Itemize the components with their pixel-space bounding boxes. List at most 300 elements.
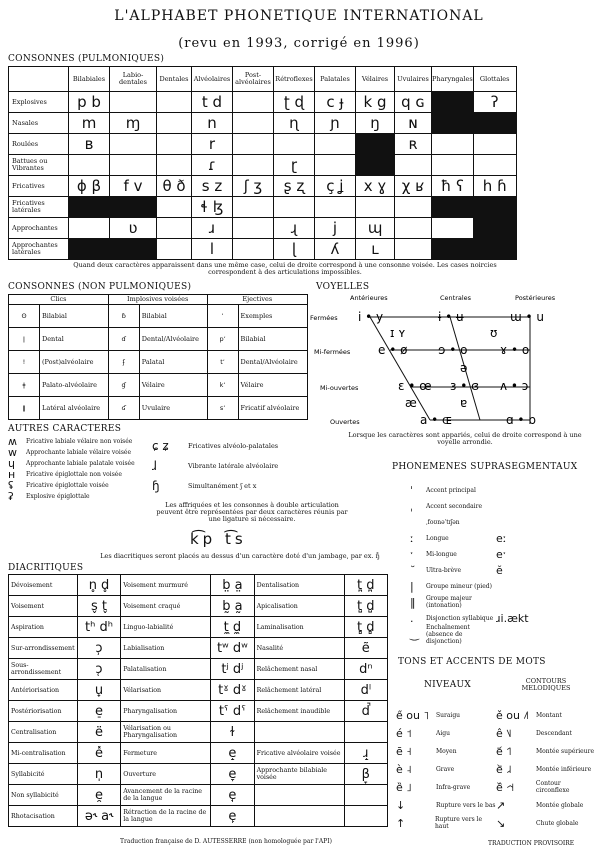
tones-levels-heading: NIVEAUX xyxy=(424,680,472,690)
impossible-cell xyxy=(110,239,157,260)
tone-level-label: Grave xyxy=(436,765,455,773)
tone-level-symbol: ↑ xyxy=(396,816,406,830)
tone-contour-label: Chute globale xyxy=(536,819,579,827)
diacritic-label: Voisement murmuré xyxy=(121,575,211,596)
supra-desc: ˌfoʊnəˈtɪʃən xyxy=(426,518,460,526)
tone-contour-label: Montant xyxy=(536,711,562,719)
tone-contour-symbol: ê ˥˩ xyxy=(496,726,512,740)
tone-level-label: Moyen xyxy=(436,747,457,755)
column-header: Rétroflexes xyxy=(274,67,315,92)
affricates-note: Les affriquées et les consonnes à double articulation peuvent être représentées par deux caractères réunis par une ligature si nécessaire. xyxy=(156,501,348,523)
tone-level-label: Aigu xyxy=(436,729,450,737)
consonant-cell xyxy=(274,197,315,218)
other-right-symbol: ɕ ʑ xyxy=(152,439,169,453)
consonant-cell: ɬ ɮ xyxy=(192,197,233,218)
diacritic-label: Rhotacisation xyxy=(9,806,78,827)
np-cell: Exemples xyxy=(238,305,307,328)
diacritic-example: ẽ xyxy=(344,638,387,659)
diacritic-example: e̽ xyxy=(77,743,120,764)
consonant-cell: ʙ xyxy=(69,134,110,155)
vowel-symbol: ɤ • o xyxy=(500,343,530,357)
tone-level-label: Suraigu xyxy=(436,711,461,719)
np-cell: Dental/Alvéolaire xyxy=(139,328,207,351)
other-desc: Approchante labiale vélaire voisée xyxy=(26,449,132,456)
diacritic-example: u̟ xyxy=(77,680,120,701)
impossible-cell xyxy=(473,113,516,134)
tone-contour-symbol: ↘ xyxy=(496,816,506,830)
np-cell: ʼ xyxy=(207,305,238,328)
consonant-cell xyxy=(395,155,432,176)
supra-desc: Groupe majeur (intonation) xyxy=(426,595,472,609)
consonant-cell xyxy=(157,134,192,155)
supra-desc: Accent principal xyxy=(426,486,476,494)
consonant-cell: χ ʁ xyxy=(395,176,432,197)
other-desc: Approchante labiale palatale voisée xyxy=(26,460,135,467)
other-item xyxy=(8,436,143,447)
np-cell: ɓ xyxy=(108,305,139,328)
consonant-cell: ɻ xyxy=(274,218,315,239)
tone-contour-label: Montée supérieure xyxy=(536,747,594,755)
diacritic-label: Dévoisement xyxy=(9,575,78,596)
tone-level-symbol: ȅ ˩ xyxy=(396,780,412,794)
diacritic-example: tʲ dʲ xyxy=(211,659,254,680)
np-cell: ɠ xyxy=(108,374,139,397)
diacritic-example: b̰ a̰ xyxy=(211,596,254,617)
diacritics-heading: DIACRITIQUES xyxy=(8,563,84,573)
supra-example: eː xyxy=(496,531,507,545)
consonant-cell: ɲ xyxy=(315,113,356,134)
diacritic-label: Fricative alvéolaire voisée xyxy=(254,743,344,764)
impossible-cell xyxy=(110,197,157,218)
tone-contour xyxy=(496,814,596,832)
impossible-cell xyxy=(432,113,474,134)
diacritic-example xyxy=(344,806,387,827)
consonant-cell: f v xyxy=(110,176,157,197)
np-cell: ɗ xyxy=(108,328,139,351)
diacritic-example: ɔ̹ xyxy=(77,638,120,659)
np-cell: Fricatif alvéolaire xyxy=(238,397,307,420)
np-cell: Vélaire xyxy=(238,374,307,397)
supra-desc: Accent secondaire xyxy=(426,502,483,510)
vowel-symbol: ɯ • u xyxy=(510,310,545,324)
footer-provisional: TRADUCTION PROVISOIRE xyxy=(488,840,575,847)
supra-example: ĕ xyxy=(496,563,503,577)
tone-level-symbol: ē ˧ xyxy=(396,744,412,758)
np-cell: ʄ xyxy=(108,351,139,374)
tone-contour-label: Montée inférieure xyxy=(536,765,592,773)
diacritic-label xyxy=(254,722,344,743)
other-right-item xyxy=(152,456,332,476)
np-cell: ǂ xyxy=(9,374,40,397)
diacritic-example: t̺ d̺ xyxy=(344,596,387,617)
impossible-cell xyxy=(69,239,110,260)
tone-contour-label: Contour circonflexe xyxy=(535,780,570,794)
diacritic-label: Relâchement inaudible xyxy=(254,701,344,722)
others-heading: AUTRES CARACTERES xyxy=(8,424,122,434)
ligature-examples: k͡p t͡s xyxy=(190,530,247,548)
supra-example: eˑ xyxy=(496,547,507,561)
diacritic-label: Avancement de la racine de la langue xyxy=(121,785,211,806)
np-header: Ejectives xyxy=(207,295,307,305)
other-item xyxy=(8,458,143,469)
consonant-cell xyxy=(473,134,516,155)
other-right-symbol: ɺ xyxy=(152,459,157,473)
tone-contours-list xyxy=(496,706,596,832)
diacritic-example: e̘ xyxy=(211,785,254,806)
nonpulmonic-table xyxy=(8,294,308,420)
consonant-cell xyxy=(69,155,110,176)
diacritic-example: ë xyxy=(77,722,120,743)
diacritic-label: Rétraction de la racine de la langue xyxy=(121,806,211,827)
consonant-cell: p b xyxy=(69,92,110,113)
vowel-symbol: i • y xyxy=(358,310,384,324)
impossible-cell xyxy=(356,134,395,155)
supra-example: ɹi.ækt xyxy=(496,611,529,625)
np-cell: Dental/Alvéolaire xyxy=(238,351,307,374)
tone-level xyxy=(396,778,496,796)
vowel-symbol: ɨ • ʉ xyxy=(438,310,464,324)
consonant-cell xyxy=(395,218,432,239)
diacritic-example: tˠ dˠ xyxy=(211,680,254,701)
diacritic-example: β̞ xyxy=(344,764,387,785)
consonant-cell xyxy=(233,197,274,218)
np-cell: ʛ xyxy=(108,397,139,420)
supra-symbol: ˘ xyxy=(410,563,416,577)
tone-level xyxy=(396,706,496,724)
supra-item xyxy=(410,594,590,610)
vowels-heading: VOYELLES xyxy=(316,282,370,292)
consonant-cell: ɴ xyxy=(395,113,432,134)
diacritic-example xyxy=(344,722,387,743)
other-item xyxy=(8,491,143,502)
impossible-cell xyxy=(432,92,474,113)
tones-contours-heading: CONTOURS MELODIQUES xyxy=(521,677,571,692)
other-desc: Fricative labiale vélaire non voisée xyxy=(26,438,133,445)
supra-symbol: ‖ xyxy=(410,595,416,609)
supra-symbol: ˑ xyxy=(410,547,414,561)
vowel-row-label: Mi-ouvertes xyxy=(320,384,359,392)
diacritic-example: t̼ d̼ xyxy=(211,617,254,638)
diacritic-example: ə˞ a˞ xyxy=(77,806,120,827)
vowel-symbol: ə xyxy=(460,361,468,375)
tone-contour xyxy=(496,724,596,742)
tone-contour xyxy=(496,742,596,760)
column-header: Labio-dentales xyxy=(110,67,157,92)
row-header: Fricatives xyxy=(9,176,69,197)
diacritic-example: n̥ d̥ xyxy=(77,575,120,596)
supra-list xyxy=(410,482,590,645)
tones-heading: TONS ET ACCENTS DE MOTS xyxy=(398,657,546,667)
consonant-cell xyxy=(315,134,356,155)
impossible-cell xyxy=(473,197,516,218)
column-header: Post-alvéolaires xyxy=(233,67,274,92)
consonant-cell xyxy=(233,113,274,134)
consonant-cell xyxy=(473,155,516,176)
other-symbol: ʜ xyxy=(8,468,16,481)
diacritic-example: n̩ xyxy=(77,764,120,785)
np-cell: Latéral alvéolaire xyxy=(40,397,109,420)
diacritic-example: e̠ xyxy=(77,701,120,722)
other-right-desc: Vibrante latérale alvéolaire xyxy=(188,461,279,470)
other-desc: Fricative épiglottale non voisée xyxy=(26,471,122,478)
diacritic-example: dˡ xyxy=(344,680,387,701)
tone-contour-symbol: ↗ xyxy=(496,798,506,812)
supra-desc: Mi-longue xyxy=(426,550,457,558)
nonpulmonic-heading: CONSONNES (NON PULMONIQUES) xyxy=(8,282,192,292)
consonant-cell: h ɦ xyxy=(473,176,516,197)
consonant-cell: m xyxy=(69,113,110,134)
supra-item xyxy=(410,562,590,578)
diacritic-label: Nasalité xyxy=(254,638,344,659)
row-header: Explosives xyxy=(9,92,69,113)
consonant-cell xyxy=(315,155,356,176)
tone-level-symbol: é ˦ xyxy=(396,726,412,740)
consonant-cell xyxy=(110,155,157,176)
supra-desc: Longue xyxy=(426,534,449,542)
other-symbol: ʢ xyxy=(8,479,14,492)
diacritic-label: Palatalisation xyxy=(121,659,211,680)
vowel-symbol: ɜ • ɞ xyxy=(450,379,480,393)
tone-contour xyxy=(496,760,596,778)
supra-symbol: | xyxy=(410,579,414,593)
consonant-cell xyxy=(356,197,395,218)
row-header: Approchantes latérales xyxy=(9,239,69,260)
np-header: Implosives voisées xyxy=(108,295,207,305)
consonant-cell xyxy=(395,239,432,260)
impossible-cell xyxy=(473,218,516,239)
vowel-symbol: ʊ xyxy=(490,326,498,340)
tone-level xyxy=(396,814,496,832)
consonant-cell xyxy=(233,134,274,155)
consonant-cell: ɸ β xyxy=(69,176,110,197)
consonant-cell xyxy=(233,239,274,260)
diacritic-example: ɔ̜ xyxy=(77,659,120,680)
consonant-cell: ɾ xyxy=(192,155,233,176)
tone-contour-symbol: e᷈ ˧˦˧ xyxy=(496,780,515,794)
vowel-symbol: ʌ • ɔ xyxy=(500,379,529,393)
diacritic-label: Linguo-labialité xyxy=(121,617,211,638)
page-title: L'ALPHABET PHONETIQUE INTERNATIONAL xyxy=(114,8,484,24)
pulmonic-note: Quand deux caractères apparaissent dans une même case, celui de droite correspond à une consonne voisée. Les cases noircies correspondent à des articulations impossibles. xyxy=(73,261,497,276)
column-header: Alvéolaires xyxy=(192,67,233,92)
consonant-cell: n xyxy=(192,113,233,134)
consonant-cell xyxy=(110,134,157,155)
consonant-cell xyxy=(69,218,110,239)
pulmonic-table xyxy=(8,66,517,260)
other-desc: Fricative épiglottale voisée xyxy=(26,482,109,489)
np-header: Clics xyxy=(9,295,109,305)
impossible-cell xyxy=(432,197,474,218)
supra-desc: Groupe mineur (pied) xyxy=(426,582,492,590)
np-cell: (Post)alvéolaire xyxy=(40,351,109,374)
tone-level xyxy=(396,760,496,778)
diacritic-label: Voisement craqué xyxy=(121,596,211,617)
consonant-cell: ʟ xyxy=(356,239,395,260)
others-list xyxy=(8,436,143,502)
vowel-symbol: æ xyxy=(405,396,417,410)
diacritic-label: Ouverture xyxy=(121,764,211,785)
diacritic-example: s̬ t̬ xyxy=(77,596,120,617)
vowel-symbol: ɐ xyxy=(460,396,468,410)
consonant-cell: ɭ xyxy=(274,239,315,260)
supra-symbol: ‿ xyxy=(410,627,419,641)
tone-contour-symbol: e᷄ ˦˥ xyxy=(496,744,512,758)
supra-symbol: ː xyxy=(410,531,414,545)
vowel-symbol: ɛ • œ xyxy=(398,379,432,393)
impossible-cell xyxy=(432,239,474,260)
consonant-cell: c ɟ xyxy=(315,92,356,113)
tone-level xyxy=(396,724,496,742)
np-cell: Dental xyxy=(40,328,109,351)
consonant-cell: ʀ xyxy=(395,134,432,155)
diacritic-label: Postériorisation xyxy=(9,701,78,722)
consonant-cell: k g xyxy=(356,92,395,113)
np-cell: ǃ xyxy=(9,351,40,374)
vowel-symbol: ɪ ʏ xyxy=(390,326,406,340)
diacritic-example: e̯ xyxy=(77,785,120,806)
consonant-cell: j xyxy=(315,218,356,239)
diacritic-label: Syllabicité xyxy=(9,764,78,785)
vowel-column-label: Postérieures xyxy=(515,294,556,302)
other-right-desc: Fricatives alvéolo-palatales xyxy=(188,441,279,450)
other-symbol: w xyxy=(8,446,17,459)
vowel-symbol: ɘ • ɵ xyxy=(438,343,468,357)
corner-cell xyxy=(9,67,69,92)
diacritic-label: Non syllabicité xyxy=(9,785,78,806)
diacritic-label: Laminalisation xyxy=(254,617,344,638)
impossible-cell xyxy=(69,197,110,218)
diacritics-note: Les diacritiques seront placés au dessus d'un caractère doté d'un jambage, par ex. ŋ̊ xyxy=(100,552,380,560)
diacritic-label: Labialisation xyxy=(121,638,211,659)
supra-heading: PHONEMENES SUPRASEGMENTAUX xyxy=(392,462,578,472)
consonant-cell: ʃ ʒ xyxy=(233,176,274,197)
consonant-cell: ʔ xyxy=(473,92,516,113)
consonant-cell: ʎ xyxy=(315,239,356,260)
diacritic-example: e̙ xyxy=(211,806,254,827)
row-header: Roulées xyxy=(9,134,69,155)
consonant-cell xyxy=(233,155,274,176)
consonant-cell xyxy=(233,218,274,239)
diacritic-label: Relâchement latéral xyxy=(254,680,344,701)
diacritic-label xyxy=(254,806,344,827)
np-cell: Bilabial xyxy=(238,328,307,351)
supra-item xyxy=(410,498,590,514)
np-cell: Palato-alvéolaire xyxy=(40,374,109,397)
consonant-cell: ʋ xyxy=(110,218,157,239)
np-cell: Uvulaire xyxy=(139,397,207,420)
diacritic-label: Sous-arrondissement xyxy=(9,659,78,680)
diacritic-example: ɹ̝ xyxy=(344,743,387,764)
supra-symbol: ˌ xyxy=(410,499,414,513)
diacritic-example: t̻ d̻ xyxy=(344,617,387,638)
np-cell: pʼ xyxy=(207,328,238,351)
np-cell: tʼ xyxy=(207,351,238,374)
consonant-cell xyxy=(432,134,474,155)
np-cell: Palatal xyxy=(139,351,207,374)
diacritic-label: Pharyngalisation xyxy=(121,701,211,722)
diacritic-example: e̞ xyxy=(211,764,254,785)
column-header: Vélaires xyxy=(356,67,395,92)
diacritic-label: Vélarisation xyxy=(121,680,211,701)
np-cell: Bilabial xyxy=(139,305,207,328)
supra-desc: Enchaînement (absence de disjonction) xyxy=(426,623,470,645)
tone-level-label: Rupture vers le haut xyxy=(434,816,483,830)
np-cell: Bilabial xyxy=(40,305,109,328)
consonant-cell: l xyxy=(192,239,233,260)
supra-item xyxy=(410,514,590,530)
tone-level-label: Infra-grave xyxy=(436,783,471,791)
consonant-cell: q ɢ xyxy=(395,92,432,113)
diacritic-example: dⁿ xyxy=(344,659,387,680)
other-right-item xyxy=(152,436,332,456)
vowel-chart xyxy=(310,292,595,452)
diacritic-example: b̤ a̤ xyxy=(211,575,254,596)
np-cell: ǀ xyxy=(9,328,40,351)
other-symbol: ʡ xyxy=(8,490,14,503)
consonant-cell: r xyxy=(192,134,233,155)
consonant-cell: ɽ xyxy=(274,155,315,176)
row-header: Fricatives latérales xyxy=(9,197,69,218)
consonant-cell xyxy=(157,218,192,239)
vowel-column-label: Antérieures xyxy=(350,294,388,302)
column-header: Palatales xyxy=(315,67,356,92)
page-subtitle: (revu en 1993, corrigé en 1996) xyxy=(178,36,420,51)
diacritic-example: t̪ d̪ xyxy=(344,575,387,596)
diacritic-label: Centralisation xyxy=(9,722,78,743)
supra-item xyxy=(410,482,590,498)
consonant-cell xyxy=(157,197,192,218)
supra-symbol: ˈ xyxy=(410,483,414,497)
supra-item xyxy=(410,530,590,546)
consonant-cell xyxy=(432,155,474,176)
consonant-cell: ʈ ɖ xyxy=(274,92,315,113)
consonant-cell: x ɣ xyxy=(356,176,395,197)
row-header: Approchantes xyxy=(9,218,69,239)
consonant-cell xyxy=(157,92,192,113)
consonant-cell xyxy=(157,113,192,134)
diacritic-label: Sur-arrondissement xyxy=(9,638,78,659)
np-cell: ǁ xyxy=(9,397,40,420)
diacritic-example xyxy=(344,785,387,806)
column-header: Uvulaires xyxy=(395,67,432,92)
consonant-cell xyxy=(157,155,192,176)
tone-contour-label: Montée globale xyxy=(536,801,584,809)
vowel-row-label: Mi-fermées xyxy=(314,348,351,356)
tone-contour xyxy=(496,778,596,796)
consonant-cell xyxy=(432,218,474,239)
tone-level-symbol: è ˨ xyxy=(396,762,412,776)
impossible-cell xyxy=(356,155,395,176)
diacritic-label: Mi-centralisation xyxy=(9,743,78,764)
other-right-symbol: ɧ xyxy=(152,479,160,493)
consonant-cell: t d xyxy=(192,92,233,113)
tone-level xyxy=(396,796,496,814)
footer-credit: Traduction française de D. AUTESSERRE (non homologuée par l'API) xyxy=(120,838,332,845)
others-right-list xyxy=(152,436,332,496)
other-item xyxy=(8,469,143,480)
column-header: Dentales xyxy=(157,67,192,92)
other-item xyxy=(8,480,143,491)
tone-level-symbol: e̋ ou ˥ xyxy=(396,708,429,722)
diacritic-label: Dentalisation xyxy=(254,575,344,596)
consonant-cell: ħ ʕ xyxy=(432,176,474,197)
diacritic-label: Fermeture xyxy=(121,743,211,764)
tone-contour-label: Descendant xyxy=(536,729,572,737)
vowel-row-label: Ouvertes xyxy=(330,418,360,426)
supra-desc: Ultra-brève xyxy=(426,566,462,574)
diacritic-label: Aspiration xyxy=(9,617,78,638)
consonant-cell xyxy=(274,134,315,155)
